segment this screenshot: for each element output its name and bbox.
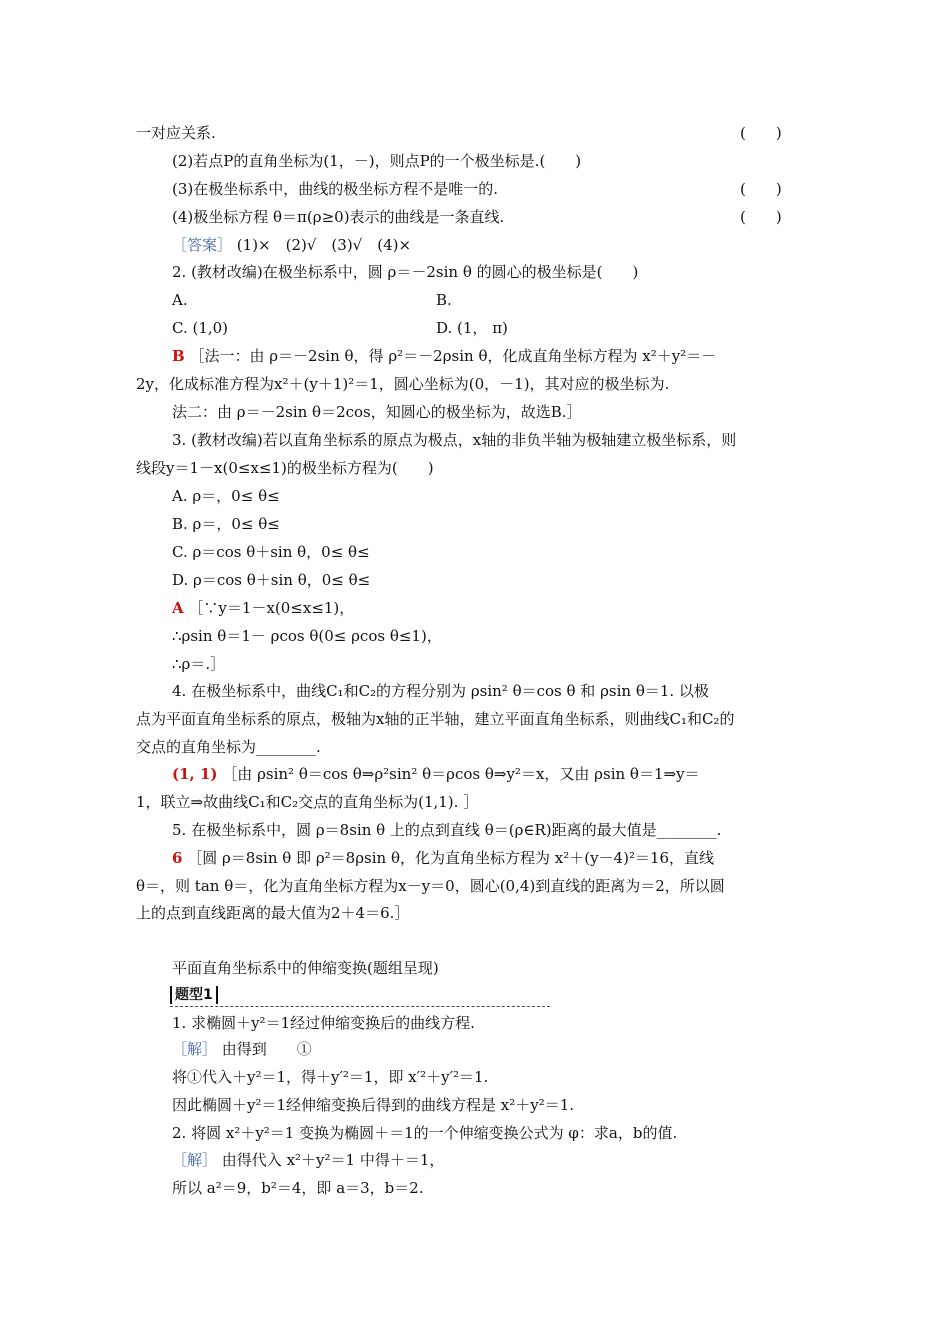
question-2-stem: 2. (教材改编)在极坐标系中，圆 ρ＝－2sin θ 的圆心的极坐标是( ) [172,263,639,281]
text-line: B. ρ＝，0≤ θ≤ [172,515,280,533]
answer-line-q3 [172,598,354,618]
text-line: 一对应关系. [136,124,216,142]
text-line: ∴ρsin θ＝1－ ρcos θ(0≤ ρcos θ≤1)， [172,627,442,645]
answer-text: ［法一：由 ρ＝－2sin θ，得 ρ²＝－2ρsin θ，化成直角坐标方程为 x²＋y²＝－ [189,347,717,365]
answer-value: (1, 1) [172,765,218,783]
text-line: C. (1,0) [172,319,229,337]
text-line: (3)在极坐标系中，曲线的极坐标方程不是唯一的. [172,180,499,198]
text-line: A. ρ＝，0≤ θ≤ [172,487,280,505]
text-line: 平面直角坐标系中的伸缩变换(题组呈现) [172,959,439,977]
text-line: 5. 在极坐标系中，圆 ρ＝8sin θ 上的点到直线 θ＝(ρ∈R)距离的最大值是________. [172,821,722,839]
text-line: 2. 将圆 x²＋y²＝1 变换为椭圆＋＝1的一个伸缩变换公式为 φ：求a，b的值. [172,1124,678,1142]
answer-line-q2 [172,346,716,366]
answer-line-q1 [172,235,411,255]
text-line: 1. 求椭圆＋y²＝1经过伸缩变换后的曲线方程. [172,1014,475,1032]
answer-text: ［由 ρsin² θ＝cos θ⇒ρ²sin² θ＝ρcos θ⇒y²＝x，又由 ρsin θ＝1⇒y＝ [222,765,700,783]
text-line: A. [172,291,188,309]
solution-line-1 [172,1039,312,1059]
answer-letter: A [172,599,184,617]
answer-tag: ［答案］ [172,236,233,254]
text-line: B. [436,291,452,309]
text-line: 线段y＝1－x(0≤x≤1)的极坐标方程为( ) [136,459,434,477]
answer-bracket: ( ) [740,208,782,226]
text-line: 4. 在极坐标系中，曲线C₁和C₂的方程分别为 ρsin² θ＝cos θ 和 ρsin θ＝1. 以极 [172,682,709,700]
solution-tag: ［解］ [172,1040,218,1058]
answer-bracket: ( ) [740,180,782,198]
text-line: 将①代入＋y²＝1，得＋y′²＝1，即 x′²＋y′²＝1. [172,1068,489,1086]
answer-line-q5 [172,848,714,868]
text-line: 上的点到直线距离的最大值为2＋4＝6.］ [136,904,410,922]
text-line: D. ρ＝cos θ＋sin θ，0≤ θ≤ [172,571,371,589]
solution-text: 由得到 ① [221,1040,312,1058]
text-line: 所以 a²＝9，b²＝4，即 a＝3，b＝2. [172,1179,424,1197]
type-label: 题型1 [170,986,218,1004]
text-line: 3. (教材改编)若以直角坐标系的原点为极点，x轴的非负半轴为极轴建立极坐标系，则 [172,431,737,449]
answer-text: ［∵y＝1－x(0≤x≤1)， [188,599,355,617]
text-line: D. (1， π) [436,319,508,337]
answer-letter: B [172,347,185,365]
text-line: (2)若点P的直角坐标为(1，－)，则点P的一个极坐标是.( ) [172,152,582,170]
section-type-heading [170,986,550,1007]
text-line: 法二：由 ρ＝－2sin θ＝2cos，知圆心的极坐标为，故选B.］ [172,403,582,421]
text-line: C. ρ＝cos θ＋sin θ，0≤ θ≤ [172,543,370,561]
solution-text: 由得代入 x²＋y²＝1 中得＋＝1， [221,1151,445,1169]
answer-text: ［圆 ρ＝8sin θ 即 ρ²＝8ρsin θ，化为直角坐标方程为 x²＋(y－4)²＝16，直线 [187,849,715,867]
text-line: 点为平面直角坐标系的原点，极轴为x轴的正半轴，建立平面直角坐标系，则曲线C₁和C₂的 [136,710,735,728]
solution-line-2 [172,1150,444,1170]
answer-bracket: ( ) [740,124,782,142]
text-line: 因此椭圆＋y²＝1经伸缩变换后得到的曲线方程是 x²＋y²＝1. [172,1096,575,1114]
solution-tag: ［解］ [172,1151,218,1169]
text-line: (4)极坐标方程 θ＝π(ρ≥0)表示的曲线是一条直线. [172,208,505,226]
answer-line-q4 [172,764,700,784]
answer-text: (1)× (2)√ (3)√ (4)× [236,236,412,254]
text-line: ∴ρ＝.］ [172,655,226,673]
text-line: 交点的直角坐标为________. [136,738,321,756]
text-line: 2y，化成标准方程为x²＋(y＋1)²＝1，圆心坐标为(0，－1)，其对应的极坐标为. [136,375,670,393]
text-line: θ＝，则 tan θ＝，化为直角坐标方程为x－y＝0，圆心(0,4)到直线的距离为＝2，所以圆 [136,877,725,895]
text-line: 1，联立⇒故曲线C₁和C₂交点的直角坐标为(1,1). ］ [136,793,479,811]
answer-value: 6 [172,849,183,867]
